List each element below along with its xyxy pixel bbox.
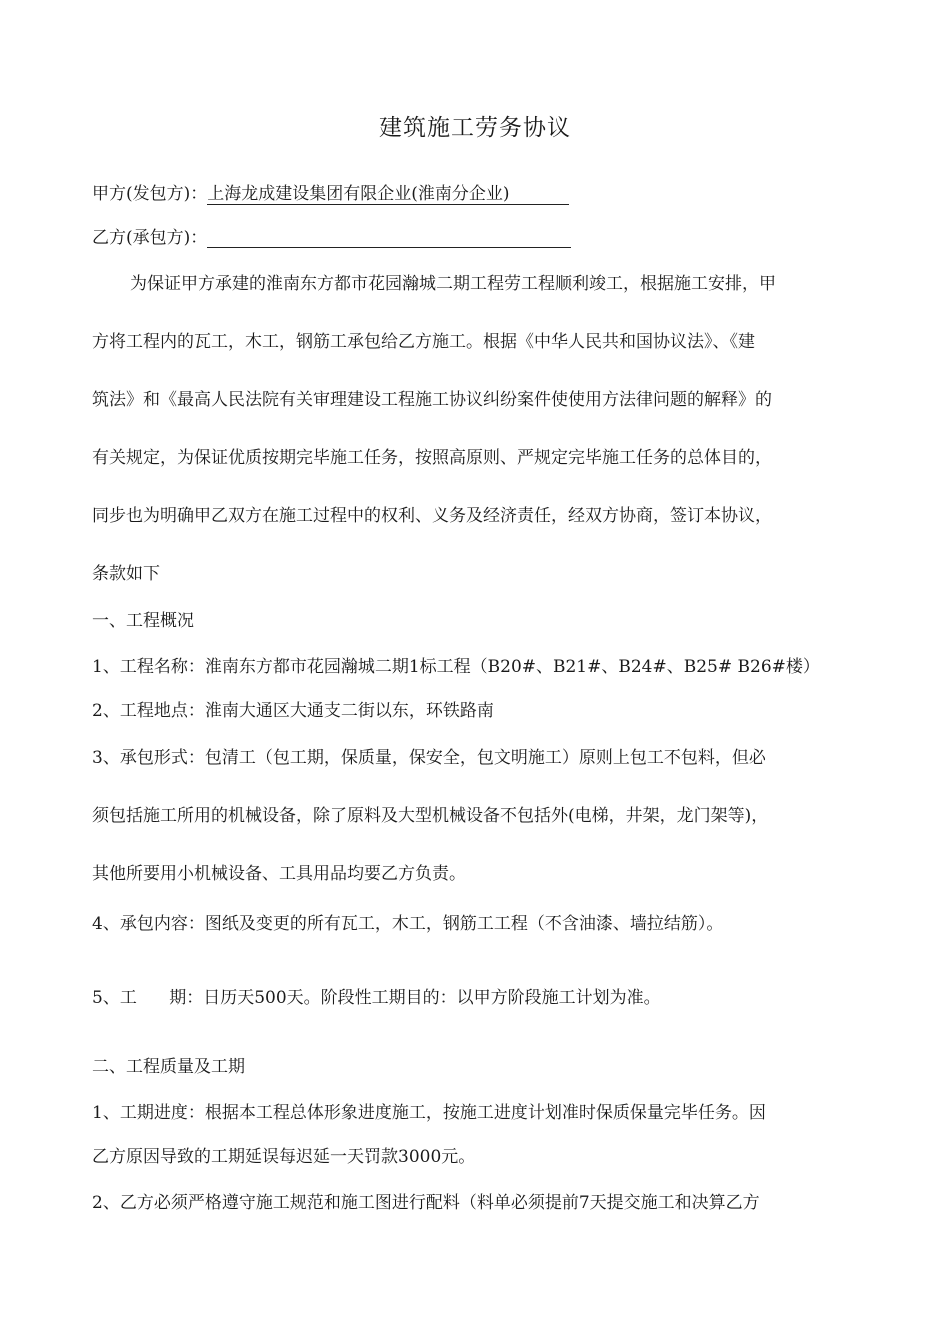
preamble-line: 方将工程内的瓦工，木工，钢筋工承包给乙方施工。根据《中华人民共和国协议法》、《建 xyxy=(92,332,755,352)
preamble-line: 条款如下 xyxy=(92,564,160,584)
clause-item: 乙方原因导致的工期延误每迟延一天罚款3000元。 xyxy=(92,1147,476,1167)
party-a-line xyxy=(92,184,569,205)
clause-item: 须包括施工所用的机械设备，除了原料及大型机械设备不包括外(电梯，井架，龙门架等)， xyxy=(92,806,769,826)
preamble-line: 筑法》和《最高人民法院有关审理建设工程施工协议纠纷案件使使用方法律问题的解释》的 xyxy=(92,390,772,410)
preamble-line: 同步也为明确甲乙双方在施工过程中的权利、义务及经济责任，经双方协商，签订本协议， xyxy=(92,506,772,526)
party-b-value xyxy=(207,228,571,248)
document-title: 建筑施工劳务协议 xyxy=(379,115,571,141)
party-b-line xyxy=(92,228,571,248)
clause-item: 2、工程地点：淮南大通区大通支二街以东，环铁路南 xyxy=(92,701,494,721)
preamble-line: 为保证甲方承建的淮南东方都市花园瀚城二期工程劳工程顺利竣工，根据施工安排，甲 xyxy=(130,274,776,294)
section-heading: 二、工程质量及工期 xyxy=(92,1057,245,1077)
party-a-value: 上海龙成建设集团有限企业(淮南分企业) xyxy=(207,185,569,205)
party-b-label: 乙方(承包方)： xyxy=(92,228,208,248)
section-heading: 一、工程概况 xyxy=(92,611,194,631)
preamble-line: 有关规定，为保证优质按期完毕施工任务，按照高原则、严规定完毕施工任务的总体目的， xyxy=(92,448,772,468)
clause-item: 5、工 期：日历天500天。阶段性工期目的：以甲方阶段施工计划为准。 xyxy=(92,988,661,1008)
clause-item: 其他所要用小机械设备、工具用品均要乙方负责。 xyxy=(92,864,466,884)
clause-item: 1、工程名称：淮南东方都市花园瀚城二期1标工程（B20#、B21#、B24#、B25# B26#楼） xyxy=(92,657,820,677)
clause-item: 4、承包内容：图纸及变更的所有瓦工，木工，钢筋工工程（不含油漆、墙拉结筋）。 xyxy=(92,914,724,934)
clause-item: 3、承包形式：包清工（包工期，保质量，保安全，包文明施工）原则上包工不包料，但必 xyxy=(92,748,766,768)
party-a-label: 甲方(发包方)： xyxy=(92,184,208,204)
clause-item: 1、工期进度：根据本工程总体形象进度施工，按施工进度计划准时保质保量完毕任务。因 xyxy=(92,1103,766,1123)
clause-item: 2、乙方必须严格遵守施工规范和施工图进行配料（料单必须提前7天提交施工和决算乙方 xyxy=(92,1193,760,1213)
